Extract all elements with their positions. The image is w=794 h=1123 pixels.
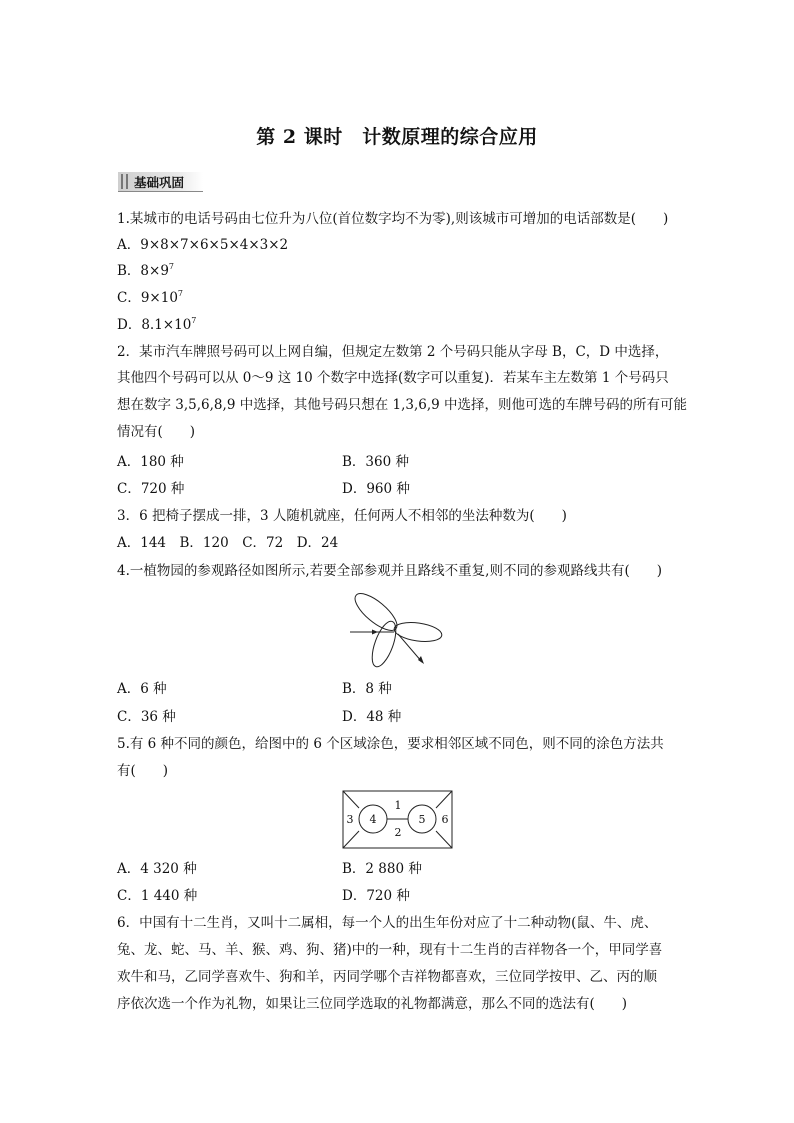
q5-option-c: C．1 440 种 <box>117 888 198 904</box>
tag-bar <box>121 174 123 189</box>
section-label: 基础巩固 <box>134 175 185 190</box>
q4-option-a: A．6 种 <box>117 681 167 697</box>
q1-option-b-base: B．8×9 <box>117 263 169 279</box>
section-tag <box>118 172 203 192</box>
q1-option-c <box>117 289 183 307</box>
q1-option-c-base: C．9×10 <box>117 290 178 306</box>
q1-option-d <box>117 316 196 334</box>
q5-diagonal <box>343 791 359 808</box>
q5-diagonal <box>436 831 452 848</box>
q1-option-c-exp: 7 <box>177 289 184 298</box>
q6-line1: 6．中国有十二生肖，又叫十二属相，每一个人的出生年份对应了十二种动物(鼠、牛、虎、 <box>117 915 658 931</box>
q4-option-c: C．36 种 <box>117 709 176 725</box>
q4-exit-arrow-icon <box>418 656 424 664</box>
q5-region-label: 5 <box>418 813 426 826</box>
q5-option-d: D．720 种 <box>342 888 410 904</box>
q5-region-label: 6 <box>441 813 449 826</box>
q5-region-label: 3 <box>346 813 354 826</box>
q4-option-b: B．8 种 <box>342 681 392 697</box>
q1-option-d-base: D．8.1×10 <box>117 317 192 333</box>
q2-line1: 2．某市汽车牌照号码可以上网自编，但规定左数第 2 个号码只能从字母 B，C，D 中选择， <box>117 344 669 360</box>
q4-path-figure <box>348 590 448 668</box>
q5-region-label: 1 <box>394 799 402 812</box>
q5-diagonal <box>436 791 452 808</box>
q2-option-d: D．960 种 <box>342 481 410 497</box>
q4-loop-lower <box>367 618 400 668</box>
q1-option-a: A．9×8×7×6×5×4×3×2 <box>117 237 289 253</box>
q4-stem: 4.一植物园的参观路径如图所示,若要全部参观并且路线不重复,则不同的参观路线共有( ) <box>117 563 662 579</box>
q2-option-c: C．720 种 <box>117 481 185 497</box>
q1-stem: 1.某城市的电话号码由七位升为八位(首位数字均不为零),则该城市可增加的电话部数是( ) <box>117 211 669 227</box>
q4-loop-right <box>393 620 443 645</box>
tag-bar <box>126 174 128 189</box>
q1-option-d-exp: 7 <box>191 316 197 325</box>
page-title: 第 2 课时 计数原理的综合应用 <box>256 126 538 148</box>
q4-exit-path <box>398 634 422 662</box>
q5-option-a: A．4 320 种 <box>117 861 197 877</box>
q6-line3: 欢牛和马，乙同学喜欢牛、狗和羊，丙同学哪个吉祥物都喜欢，三位同学按甲、乙、丙的顺 <box>117 969 657 985</box>
q5-line2: 有( ) <box>117 763 169 779</box>
q2-line4: 情况有( ) <box>117 424 196 440</box>
q5-region-figure <box>342 790 454 850</box>
q5-diagonal <box>343 831 359 848</box>
q1-option-b <box>117 262 174 280</box>
q4-entry-arrow-icon <box>372 630 378 635</box>
q3-options: A．144 B．120 C．72 D．24 <box>117 535 339 551</box>
q5-region-label: 2 <box>394 826 402 839</box>
q5-option-b: B．2 880 种 <box>342 861 422 877</box>
q2-option-a: A．180 种 <box>117 454 184 470</box>
q4-option-d: D．48 种 <box>342 709 402 725</box>
q1-option-b-exp: 7 <box>168 262 175 271</box>
q2-option-b: B．360 种 <box>342 454 409 470</box>
q6-line2: 兔、龙、蛇、马、羊、猴、鸡、狗、猪)中的一种，现有十二生肖的吉祥物各一个，甲同学喜 <box>117 942 663 958</box>
q5-line1: 5.有 6 种不同的颜色，给图中的 6 个区域涂色，要求相邻区域不同色，则不同的涂色方法共 <box>117 736 664 752</box>
q2-line3: 想在数字 3,5,6,8,9 中选择，其他号码只想在 1,3,6,9 中选择，则他可选的车牌号码的所有可能 <box>117 397 688 413</box>
q5-region-label: 4 <box>369 813 377 826</box>
q2-line2: 其他四个号码可以从 0～9 这 10 个数字中选择(数字可以重复)．若某车主左数第 1 个号码只 <box>117 370 669 386</box>
q6-line4: 序依次选一个作为礼物，如果让三位同学选取的礼物都满意，那么不同的选法有( ) <box>117 996 628 1012</box>
q3-stem: 3．6 把椅子摆成一排，3 人随机就座，任何两人不相邻的坐法种数为( ) <box>117 508 567 524</box>
